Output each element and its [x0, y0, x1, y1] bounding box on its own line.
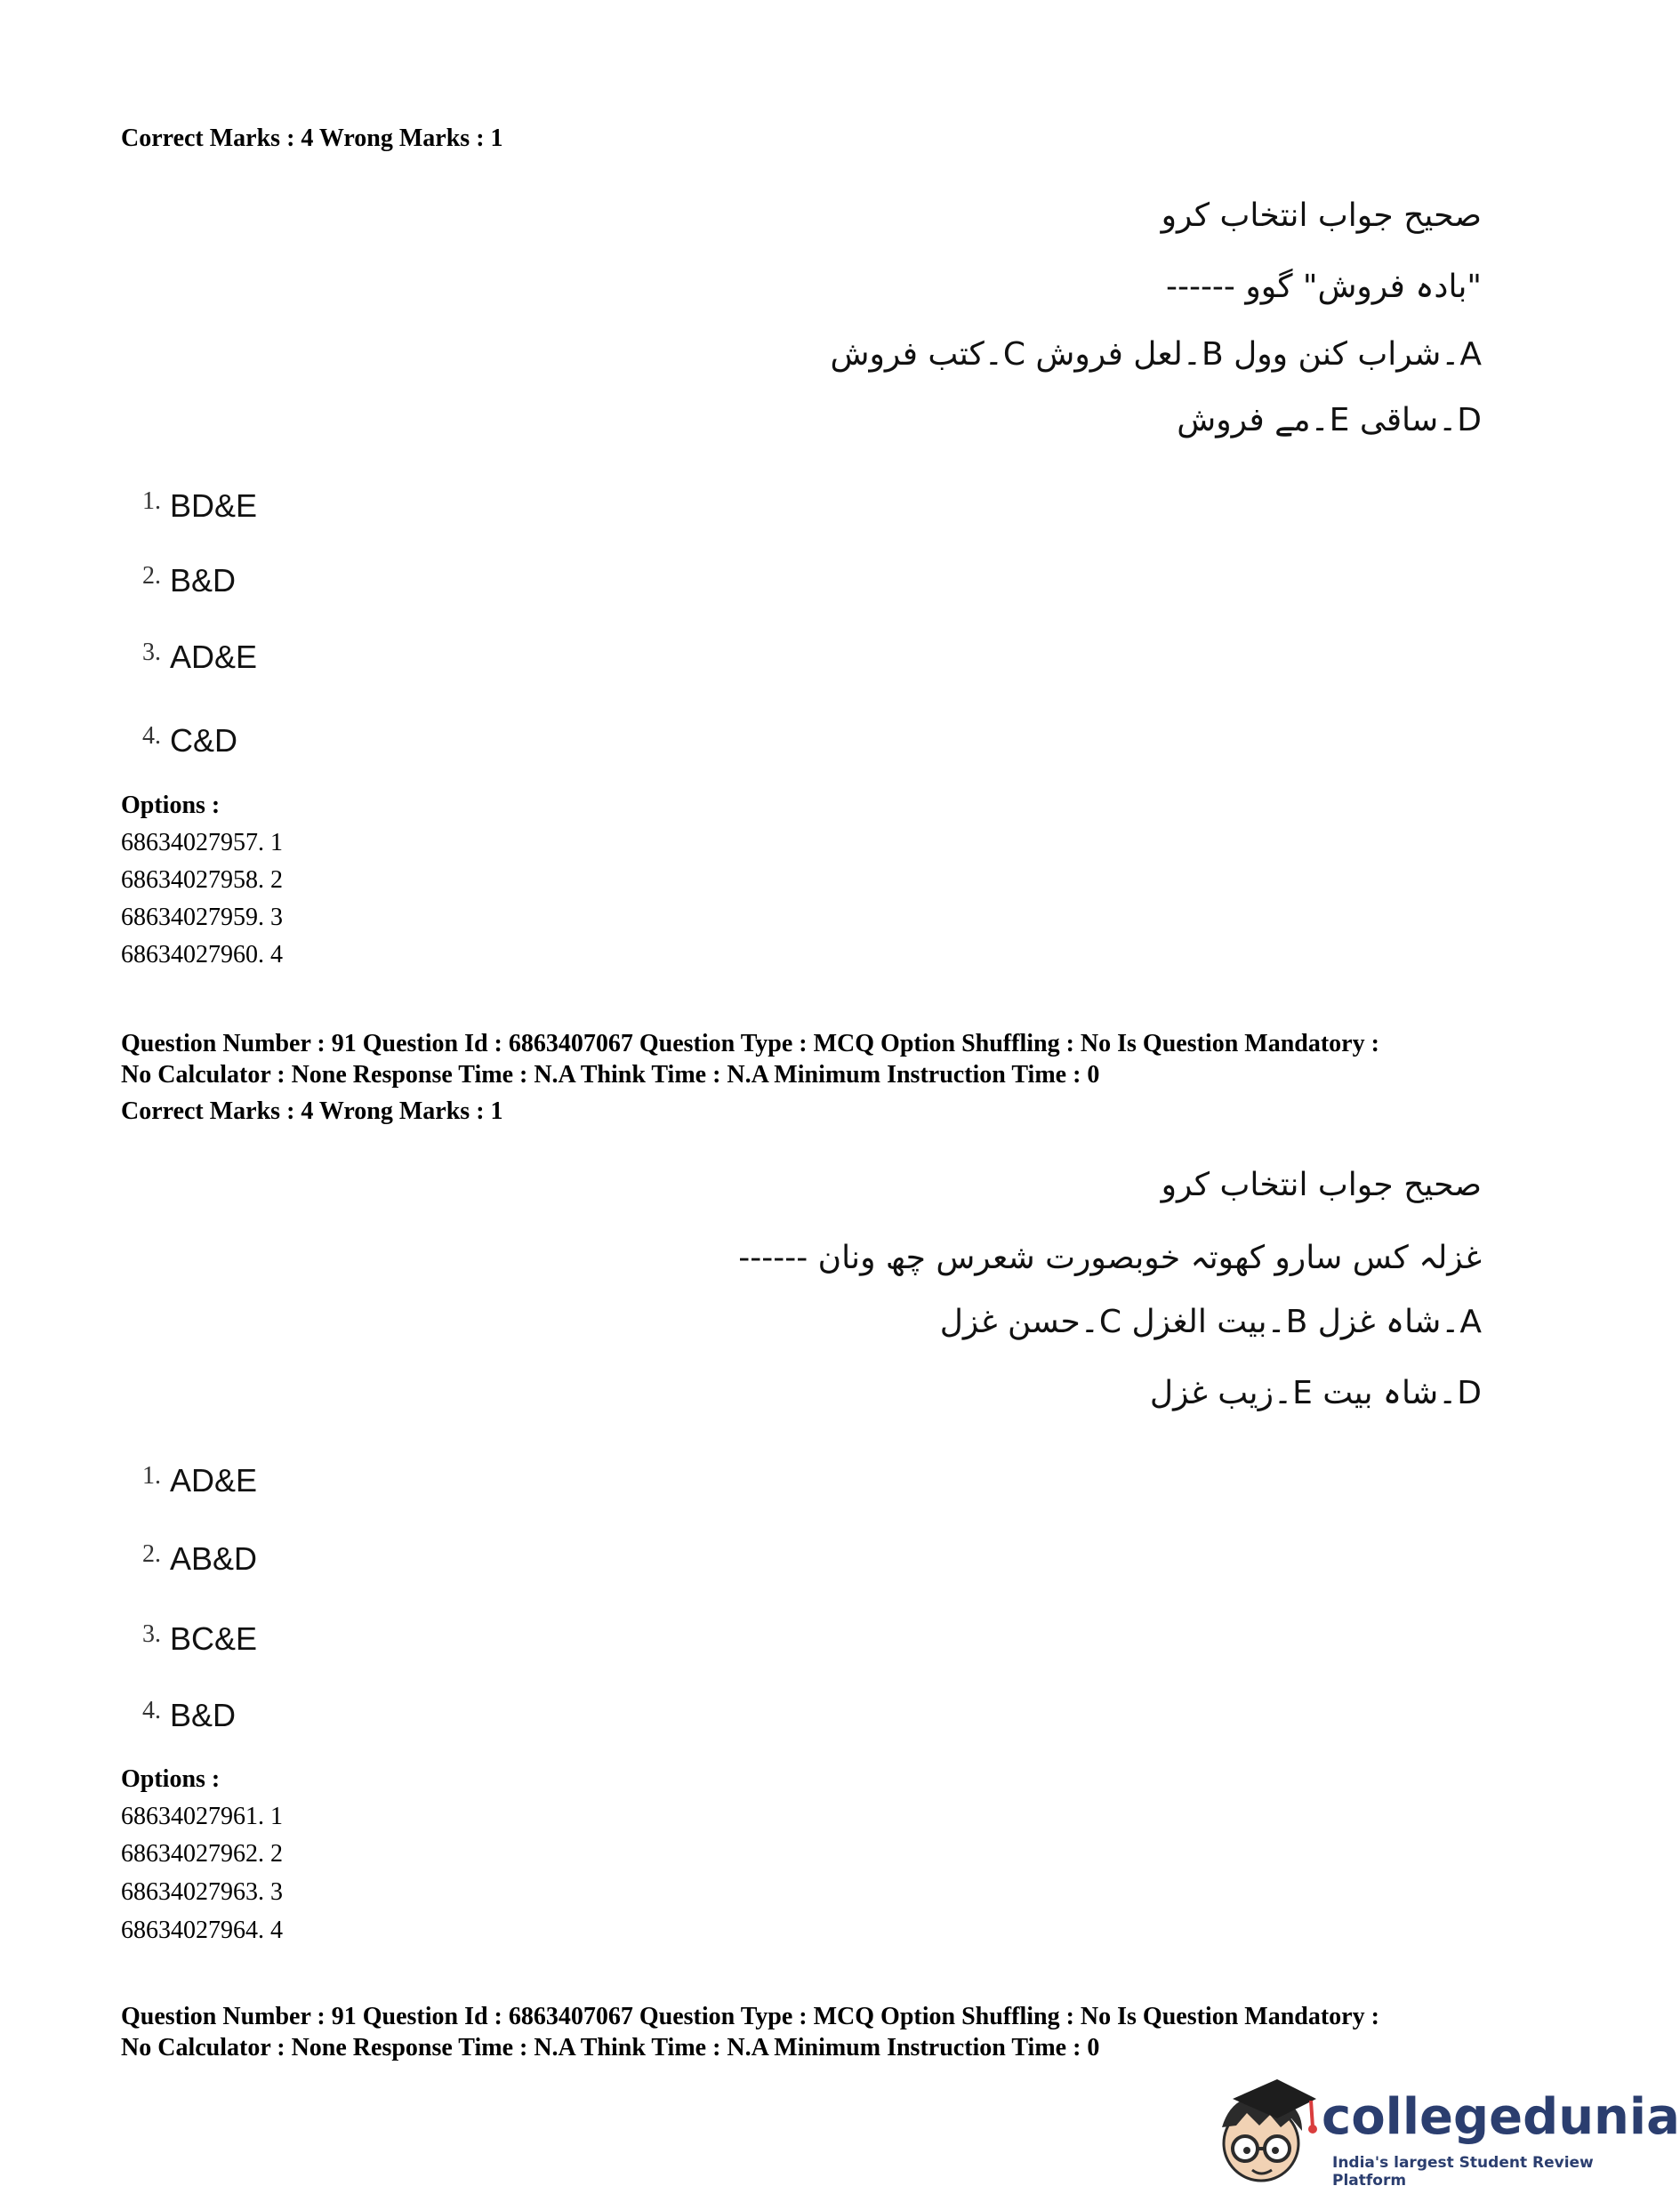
answer-choice [142, 1540, 257, 1578]
urdu-question: "بادہ فروش" گوو ------ [1165, 269, 1482, 305]
urdu-instruction: صحیح جواب انتخاب کرو [1161, 1167, 1482, 1203]
urdu-options-row: A۔شاہ غزل B۔بیت الغزل C۔حسن غزل [939, 1304, 1482, 1340]
choice-text: C&D [170, 722, 238, 759]
choice-number: 3. [142, 1620, 161, 1648]
answer-choice [142, 722, 237, 759]
collegedunia-logo[interactable] [1206, 2072, 1680, 2197]
option-id: 68634027957. 1 [121, 829, 283, 856]
student-mascot-icon [1206, 2072, 1322, 2197]
marks-line: Correct Marks : 4 Wrong Marks : 1 [121, 125, 503, 152]
choice-text: BD&E [170, 487, 258, 524]
answer-choice [142, 1462, 257, 1499]
choice-text: AD&E [170, 639, 258, 675]
choice-number: 4. [142, 722, 161, 750]
choice-text: BC&E [170, 1620, 258, 1657]
urdu-question: غزلہ کس سارو کھوتہ خوبصورت شعرس چھ ونان ------ [738, 1240, 1482, 1276]
answer-choice [142, 1697, 236, 1734]
answer-choice [142, 487, 257, 525]
option-id: 68634027959. 3 [121, 904, 283, 931]
choice-number: 2. [142, 562, 161, 590]
question-header: No Calculator : None Response Time : N.A Think Time : N.A Minimum Instruction Time : 0 [121, 2034, 1100, 2061]
question-header: Question Number : 91 Question Id : 6863407067 Question Type : MCQ Option Shuffling : No Is Question Mandatory : [121, 2003, 1379, 2030]
choice-number: 3. [142, 639, 161, 666]
urdu-options-row: A۔شراب کنن وول B۔لعل فروش C۔کتب فروش [830, 336, 1482, 373]
choice-number: 1. [142, 487, 161, 515]
options-label: Options : [121, 792, 221, 819]
marks-line: Correct Marks : 4 Wrong Marks : 1 [121, 1097, 503, 1125]
choice-text: AD&E [170, 1462, 258, 1499]
urdu-instruction: صحیح جواب انتخاب کرو [1161, 197, 1482, 234]
option-id: 68634027960. 4 [121, 941, 283, 968]
question-header: No Calculator : None Response Time : N.A Think Time : N.A Minimum Instruction Time : 0 [121, 1061, 1100, 1089]
option-id: 68634027963. 3 [121, 1878, 283, 1906]
answer-choice [142, 562, 236, 599]
option-id: 68634027958. 2 [121, 866, 283, 894]
option-id: 68634027962. 2 [121, 1840, 283, 1868]
logo-brand-text: collegedunia [1322, 2088, 1680, 2146]
answer-choice [142, 1620, 257, 1658]
choice-text: B&D [170, 1697, 237, 1733]
question-header: Question Number : 91 Question Id : 6863407067 Question Type : MCQ Option Shuffling : No Is Question Mandatory : [121, 1030, 1379, 1057]
answer-choice [142, 639, 257, 676]
option-id: 68634027964. 4 [121, 1917, 283, 1944]
urdu-options-row: D۔شاہ بیت E۔زیب غزل [1149, 1375, 1482, 1411]
choice-number: 1. [142, 1462, 161, 1490]
choice-text: B&D [170, 562, 237, 599]
logo-tagline: India's largest Student Review Platform [1332, 2154, 1594, 2190]
choice-text: AB&D [170, 1540, 258, 1577]
choice-number: 2. [142, 1540, 161, 1568]
options-label: Options : [121, 1765, 221, 1793]
urdu-options-row: D۔ساقی E۔مے فروش [1177, 402, 1482, 438]
option-id: 68634027961. 1 [121, 1803, 283, 1830]
choice-number: 4. [142, 1697, 161, 1724]
